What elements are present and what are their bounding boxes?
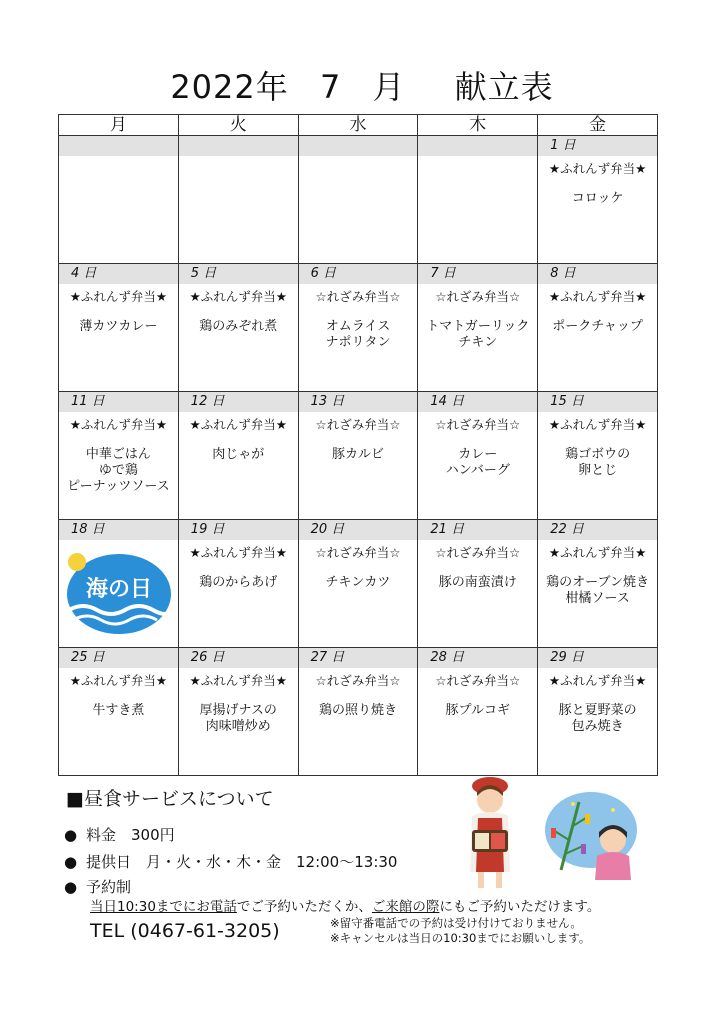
menu-line: 包み焼き (571, 719, 624, 734)
day-cell (298, 392, 418, 520)
menu-item (418, 703, 537, 719)
day-cell (418, 648, 538, 776)
weekday-wed: 水 (298, 115, 418, 136)
day-cell (538, 392, 658, 520)
menu-item (538, 319, 657, 335)
reservation-note-phone: 当日10:30までにお電話 (90, 899, 237, 915)
day-date: 8 日 (538, 264, 657, 284)
tanabata-girl-illustration (543, 790, 643, 880)
note-answering-machine: ※留守番電話での予約は受け付けておりません。 (330, 916, 582, 930)
day-cell (418, 264, 538, 392)
day-date: 21 日 (418, 520, 537, 540)
bento-type: ★ふれんず弁当★ (548, 417, 647, 432)
menu-line: チキンカツ (325, 575, 391, 590)
service-days: 提供日 月・火・水・木・金 12:00～13:30 (86, 853, 398, 871)
menu-item (418, 447, 537, 479)
server-woman-illustration (460, 776, 520, 894)
service-price: 料金 300円 (86, 826, 175, 844)
day-cell (298, 136, 418, 264)
day-date: 26 日 (179, 648, 298, 668)
menu-item (418, 319, 537, 351)
menu-line: 厚揚げナスの (199, 703, 277, 718)
day-date: 13 日 (299, 392, 418, 412)
weekday-thu: 木 (418, 115, 538, 136)
week-row (59, 648, 658, 776)
marine-day-logo-text: 海の日 (85, 577, 153, 602)
day-date: 14 日 (418, 392, 537, 412)
service-heading: ■昼食サービスについて (66, 788, 274, 810)
bento-type: ☆れざみ弁当☆ (435, 673, 521, 688)
week-row (59, 520, 658, 648)
reservation-note-text-2: にもご予約いただけます。 (439, 899, 601, 915)
telephone-number: TEL (0467-61-3205) (90, 920, 280, 942)
bento-type: ★ふれんず弁当★ (548, 289, 647, 304)
menu-line: 鶏のオーブン焼き (546, 575, 650, 590)
day-date: 29 日 (538, 648, 657, 668)
menu-line: 肉じゃが (212, 447, 265, 462)
day-date: 20 日 (299, 520, 418, 540)
menu-item (299, 575, 418, 591)
menu-line: 柑橘ソース (565, 591, 630, 606)
menu-line: ピーナッツソース (67, 479, 170, 494)
bento-type: ☆れざみ弁当☆ (435, 417, 521, 432)
title-label: 献立表 (454, 68, 554, 106)
menu-calendar (58, 114, 658, 776)
day-cell (538, 264, 658, 392)
weekday-fri: 金 (538, 115, 658, 136)
menu-item (538, 575, 657, 607)
menu-line: カレー (458, 447, 498, 462)
bento-type: ★ふれんず弁当★ (548, 545, 647, 560)
menu-item (538, 191, 657, 207)
service-reservation-row (64, 876, 131, 897)
day-date: 1 日 (538, 136, 657, 156)
day-date (59, 136, 178, 156)
bento-type: ★ふれんず弁当★ (189, 545, 287, 560)
day-cell (178, 648, 298, 776)
day-date: 4 日 (59, 264, 178, 284)
day-cell (59, 136, 179, 264)
day-cell (178, 520, 298, 648)
bullet: ● (64, 826, 78, 844)
menu-item (418, 575, 537, 591)
weekday-mon: 月 (59, 115, 179, 136)
day-cell (418, 136, 538, 264)
day-cell (298, 648, 418, 776)
bento-type: ★ふれんず弁当★ (189, 673, 287, 688)
day-cell (178, 136, 298, 264)
menu-item (538, 703, 657, 735)
menu-line: ハンバーグ (445, 463, 510, 478)
menu-item (299, 703, 418, 719)
page-title (0, 62, 724, 108)
bento-type: ☆れざみ弁当☆ (315, 545, 401, 560)
menu-item (179, 319, 298, 335)
menu-line: ポークチャップ (552, 319, 643, 334)
bullet: ● (64, 853, 78, 871)
menu-line: 豚の南蛮漬け (438, 575, 517, 590)
day-cell (59, 648, 179, 776)
menu-item (538, 447, 657, 479)
menu-line: 鶏のからあげ (199, 575, 278, 590)
day-cell (538, 520, 658, 648)
marine-day-logo (63, 548, 175, 638)
day-date: 5 日 (179, 264, 298, 284)
day-date: 7 日 (418, 264, 537, 284)
day-cell (178, 392, 298, 520)
menu-item (179, 575, 298, 591)
menu-item (59, 703, 178, 719)
day-date (418, 136, 537, 156)
day-date: 12 日 (179, 392, 298, 412)
week-row (59, 264, 658, 392)
menu-item (179, 703, 298, 735)
bullet: ● (64, 878, 78, 896)
day-date: 25 日 (59, 648, 178, 668)
menu-line: 豚プルコギ (445, 703, 511, 718)
day-cell (178, 264, 298, 392)
bento-type: ★ふれんず弁当★ (189, 289, 287, 304)
menu-line: 肉味噌炒め (205, 719, 271, 734)
calendar-body (59, 136, 658, 776)
menu-line: 中華ごはん (85, 447, 151, 462)
menu-line: 鶏ゴボウの (565, 447, 631, 462)
bento-type: ★ふれんず弁当★ (548, 673, 647, 688)
reservation-note-visit: ご来館の際 (371, 899, 440, 915)
menu-item (299, 319, 418, 351)
bento-type: ☆れざみ弁当☆ (435, 545, 521, 560)
menu-line: 鶏のみぞれ煮 (199, 319, 278, 334)
day-cell (418, 520, 538, 648)
day-cell (59, 392, 179, 520)
bento-type: ★ふれんず弁当★ (548, 161, 647, 176)
menu-line: 卵とじ (578, 463, 618, 478)
week-row (59, 136, 658, 264)
menu-item (59, 319, 178, 335)
reservation-note-text-1: でご予約いただくか、 (236, 899, 372, 915)
menu-line: コロッケ (571, 191, 624, 206)
day-cell (538, 648, 658, 776)
weekday-tue: 火 (178, 115, 298, 136)
menu-line: トマトガーリック (426, 319, 530, 334)
day-date: 15 日 (538, 392, 657, 412)
week-row (59, 392, 658, 520)
day-cell (298, 520, 418, 648)
bento-type: ☆れざみ弁当☆ (315, 673, 401, 688)
notes (330, 916, 590, 946)
day-date: 18 日 (59, 520, 178, 540)
menu-item (299, 447, 418, 463)
menu-line: オムライス (325, 319, 391, 334)
day-cell (418, 392, 538, 520)
reservation-note (90, 895, 600, 915)
service-reservation: 予約制 (86, 878, 132, 896)
bento-type: ☆れざみ弁当☆ (435, 289, 521, 304)
day-date: 28 日 (418, 648, 537, 668)
day-date: 11 日 (59, 392, 178, 412)
service-days-row (64, 851, 397, 872)
menu-line: ゆで鶏 (98, 463, 138, 478)
day-date: 6 日 (299, 264, 418, 284)
weekday-header-row (59, 115, 658, 136)
day-cell (59, 264, 179, 392)
menu-item (59, 447, 178, 495)
bento-type: ☆れざみ弁当☆ (315, 417, 401, 432)
menu-line: ナポリタン (325, 335, 391, 350)
menu-line: 薄カツカレー (79, 319, 158, 334)
title-month-unit: 月 (372, 68, 406, 106)
bento-type: ☆れざみ弁当☆ (315, 289, 401, 304)
menu-line: 鶏の照り焼き (318, 703, 397, 718)
menu-line: 豚カルビ (331, 447, 384, 462)
day-cell (298, 264, 418, 392)
day-date: 22 日 (538, 520, 657, 540)
bento-type: ★ふれんず弁当★ (189, 417, 287, 432)
menu-item (179, 447, 298, 463)
service-price-row (64, 824, 175, 845)
note-cancel: ※キャンセルは当日の10:30までにお願いします。 (330, 931, 591, 945)
menu-line: チキン (458, 335, 498, 350)
bento-type: ★ふれんず弁当★ (69, 289, 168, 304)
bento-type: ★ふれんず弁当★ (69, 673, 168, 688)
day-cell (538, 136, 658, 264)
day-date (179, 136, 298, 156)
bento-type: ★ふれんず弁当★ (69, 417, 168, 432)
day-date (299, 136, 418, 156)
title-month: 7 (319, 68, 342, 106)
day-date: 27 日 (299, 648, 418, 668)
day-date: 19 日 (179, 520, 298, 540)
menu-line: 豚と夏野菜の (558, 703, 637, 718)
menu-line: 牛すき煮 (92, 703, 145, 718)
title-year: 2022年 (170, 68, 289, 106)
day-cell (59, 520, 179, 648)
